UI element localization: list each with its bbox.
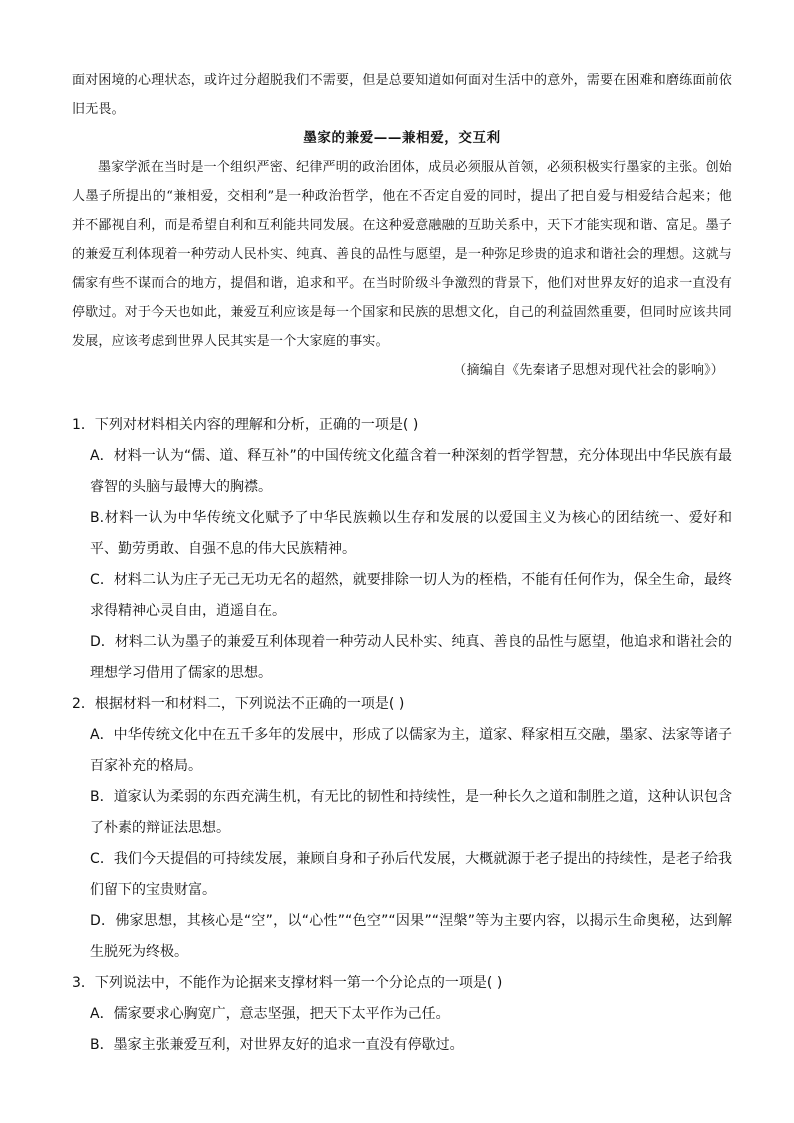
option-a: A．儒家要求心胸宽广，意志坚强，把天下太平作为己任。 — [90, 1006, 450, 1022]
option-a: A．材料一认为“儒、道、释互补”的中国传统文化蕴含着一种深刻的哲学智慧，充分体现出中华民族有最睿智的头脑与最博大的胸襟。 — [90, 448, 732, 495]
option-b: B.材料一认为中华传统文化赋予了中华民族赖以生存和发展的以爱国主义为核心的团结统一、爱好和平、勤劳勇敢、自强不息的伟大民族精神。 — [90, 510, 732, 557]
question-stem: 2．根据材料一和材料二，下列说法不正确的一项是( ) — [72, 696, 405, 712]
option-b: B．道家认为柔弱的东西充满生机，有无比的韧性和持续性，是一种长久之道和制胜之道，这种认识包含了朴素的辩证法思想。 — [90, 789, 732, 836]
option-a: A．中华传统文化中在五千多年的发展中，形成了以儒家为主，道家、释家相互交融，墨家、法家等诸子百家补充的格局。 — [90, 727, 732, 774]
question-1 — [72, 410, 732, 689]
paragraph-continuation: 面对困境的心理状态，或许过分超脱我们不需要，但是总要知道如何面对生活中的意外，需要在困难和磨练面前依旧无畏。 — [72, 73, 733, 117]
option-c: C．材料二认为庄子无己无功无名的超然，就要排除一切人为的桎梏，不能有任何作为，保全生命，最终求得精神心灵自由，逍遥自在。 — [90, 572, 732, 619]
option-d: D．佛家思想，其核心是“空”，以“心性”“色空”“因果”“涅槃”等为主要内容，以揭示生命奥秘，达到解生脱死为终极。 — [90, 913, 732, 960]
section-title: 墨家的兼爱——兼相爱，交互利 — [303, 130, 501, 146]
reading-material — [72, 66, 732, 385]
option-c: C．我们今天提倡的可持续发展，兼顾自身和子孙后代发展，大概就源于老子提出的持续性，是老子给我们留下的宝贵财富。 — [90, 851, 732, 898]
question-stem: 1．下列对材料相关内容的理解和分析，正确的一项是( ) — [72, 417, 419, 433]
option-b: B．墨家主张兼爱互利，对世界友好的追求一直没有停歇过。 — [90, 1037, 464, 1053]
option-d: D．材料二认为墨子的兼爱互利体现着一种劳动人民朴实、纯真、善良的品性与愿望，他追求和谐社会的理想学习借用了儒家的思想。 — [90, 634, 732, 681]
question-3 — [72, 968, 732, 1061]
question-list — [72, 410, 732, 1061]
material-body-paragraph: 墨家学派在当时是一个组织严密、纪律严明的政治团体，成员必须服从首领，必须积极实行墨家的主张。创始人墨子所提出的“兼相爱，交相利”是一种政治哲学，他在不否定自爱的同时，提出了把自爱与相爱结合起来；他并不鄙视自利，而是希望自利和互利能共同发展。在这种爱意融融的互助关系中，天下才能实现和谐、富足。墨子的兼爱互利体现着一种劳动人民朴实、纯真、善良的品性与愿望，是一种弥足珍贵的追求和谐社会的理想。这就与儒家有些不谋而合的地方，提倡和谐，追求和平。在当时阶级斗争激烈的背景下，他们对世界友好的追求一直没有停歇过。对于今天也如此，兼爱互利应该是每一个国家和民族的思想文化，自己的利益固然重要，但同时应该共同发展，应该考虑到世界人民其实是一个大家庭的事实。 — [72, 160, 733, 349]
source-citation: （摘编自《先秦诸子思想对现代社会的影响》） — [453, 363, 724, 378]
question-2 — [72, 689, 732, 968]
question-stem: 3．下列说法中，不能作为论据来支撑材料一第一个分论点的一项是( ) — [72, 975, 503, 991]
